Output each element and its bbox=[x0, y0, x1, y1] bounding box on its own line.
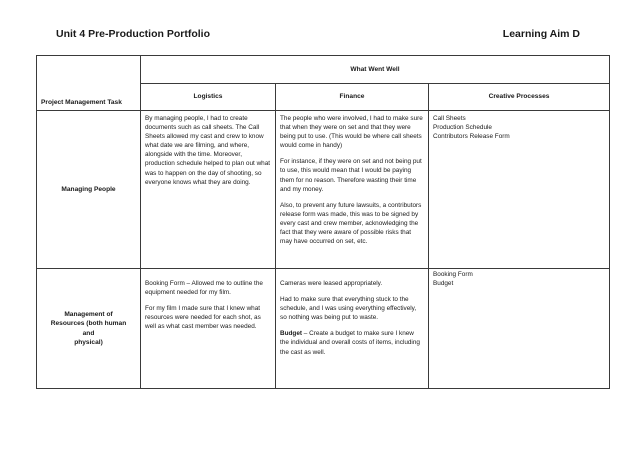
learning-aim-title: Learning Aim D bbox=[502, 28, 580, 40]
logistics-paragraph: For my film I made sure that I knew what resources were needed for each shot, as well as what cast member was needed. bbox=[145, 305, 261, 331]
creative-processes-cell bbox=[429, 269, 610, 389]
column-header-creative-processes: Creative Processes bbox=[429, 84, 610, 111]
creative-item: Budget bbox=[433, 280, 454, 288]
finance-paragraph: Had to make sure that everything stuck to the schedule, and I was using everything effectively, so nothing was being put to waste. bbox=[280, 296, 417, 322]
task-label-line: Managing People bbox=[61, 185, 116, 193]
column-header-finance: Finance bbox=[276, 84, 429, 111]
logistics-paragraph: By managing people, I had to create documents such as call sheets. The Call Sheets allowed my cast and crew to know what date we are filming, and where, alongside with the time. Moreover, production schedule helped to plan out what was to happen on the day of shooting, so everyone knows what they are doing. bbox=[145, 115, 271, 186]
task-label-line: Resources (both human bbox=[50, 320, 127, 328]
task-label-line: physical) bbox=[74, 338, 103, 346]
finance-cell bbox=[276, 269, 429, 389]
task-cell-management-of-resources bbox=[37, 269, 141, 389]
creative-item: Call Sheets bbox=[433, 115, 466, 122]
finance-paragraph: For instance, if they were on set and not being put to use, this would mean that I would be paying them for no reason. Therefore wasting their time and my money. bbox=[280, 158, 422, 193]
task-header-label: Project Management Task bbox=[41, 98, 122, 106]
budget-text: – Create a budget to make sure I knew the individual and overall costs of items, including the cast as well. bbox=[280, 330, 420, 356]
creative-item: Booking Form bbox=[433, 271, 473, 278]
logistics-cell bbox=[141, 111, 276, 269]
what-went-well-header: What Went Well bbox=[141, 56, 610, 84]
project-management-table bbox=[36, 55, 610, 389]
logistics-cell bbox=[141, 269, 276, 389]
finance-paragraph: Also, to prevent any future lawsuits, a contributors release form was made, this was to be signed by every cast and crew member, acknowledging the fact that they were aware of possible risks that may have occurred on set, etc. bbox=[280, 201, 422, 246]
finance-budget-paragraph bbox=[280, 329, 424, 356]
creative-item: Production Schedule bbox=[433, 124, 492, 132]
creative-item: Contributors Release Form bbox=[433, 133, 510, 141]
task-cell-managing-people bbox=[37, 111, 141, 269]
logistics-paragraph: Booking Form – Allowed me to outline the equipment needed for my film. bbox=[145, 280, 263, 297]
creative-processes-cell bbox=[429, 111, 610, 269]
budget-label: Budget bbox=[280, 330, 303, 338]
finance-cell bbox=[276, 111, 429, 269]
task-header-cell bbox=[37, 56, 141, 111]
table-row bbox=[37, 111, 610, 269]
table-row bbox=[37, 269, 610, 389]
task-label-line: Management of bbox=[64, 310, 113, 318]
page-header bbox=[56, 26, 580, 42]
column-header-logistics: Logistics bbox=[141, 84, 276, 111]
finance-paragraph: The people who were involved, I had to make sure that when they were on set and that they were being put to use. (This would be where call sheets would come in handy) bbox=[280, 115, 423, 150]
finance-paragraph: Cameras were leased appropriately. bbox=[280, 280, 383, 287]
portfolio-title: Unit 4 Pre-Production Portfolio bbox=[56, 28, 210, 40]
task-label-line: and bbox=[82, 329, 95, 337]
header-row-top bbox=[37, 56, 610, 84]
